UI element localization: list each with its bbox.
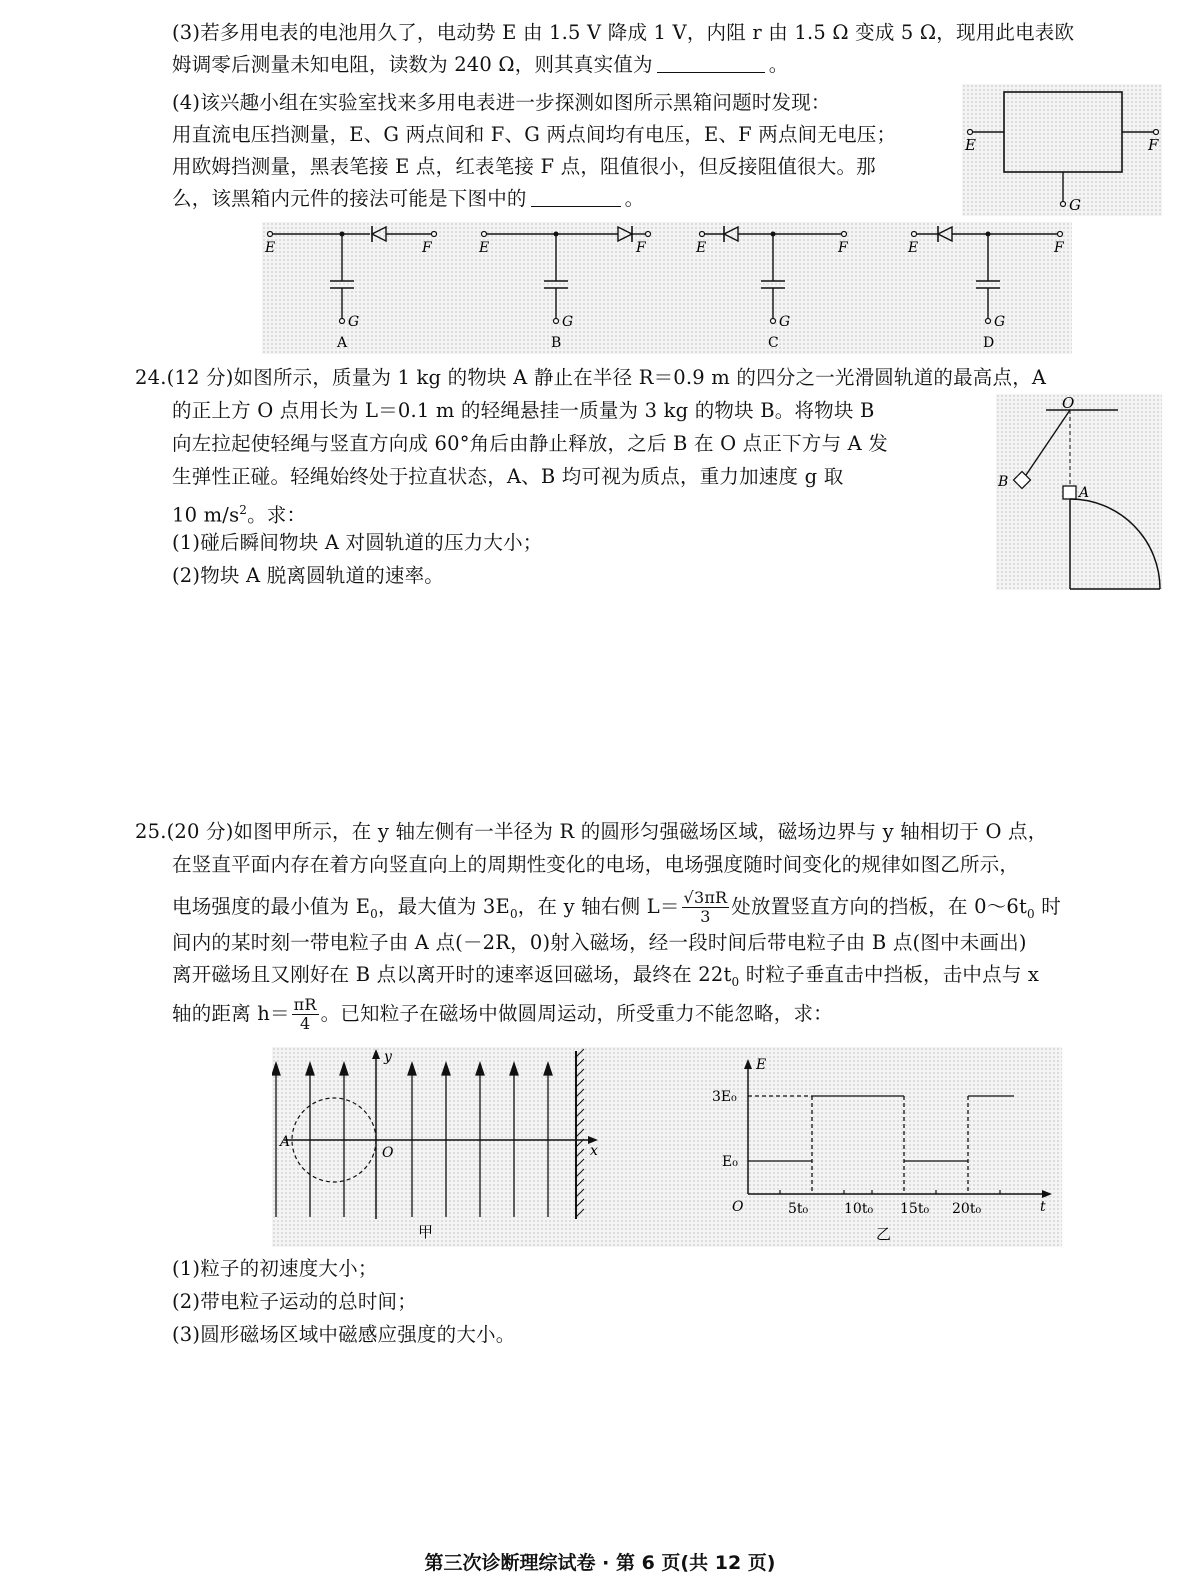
baffle-hatching: [576, 1049, 584, 1217]
label-a: A: [1079, 485, 1090, 501]
q25-sub2: (2)带电粒子运动的总时间；: [172, 1290, 417, 1313]
label-origin: O: [732, 1199, 744, 1215]
blackbox-figure: [962, 84, 1162, 216]
option-b-label-e: E: [479, 240, 490, 256]
q24-line5: 10 $m/s^2$。求：: [172, 503, 307, 527]
label-3e0: 3E₀: [712, 1089, 737, 1105]
label-x: x: [590, 1143, 598, 1159]
block-b: [1014, 472, 1031, 489]
answer-blank-part3[interactable]: [657, 54, 765, 73]
option-a-label-f: F: [422, 240, 432, 256]
q24-line2: 的正上方 O 点用长为 L＝0.1 m 的轻绳悬挂一质量为 3 kg 的物块 B。将物块 B: [172, 399, 875, 422]
q24-figure: [996, 394, 1162, 590]
q24-diagram: [996, 394, 1162, 590]
label-e-axis: E: [756, 1057, 767, 1073]
rope: [1024, 410, 1070, 478]
q23-part4-line3: 用欧姆挡测量，黑表笔接 E 点，红表笔接 F 点，阻值很小，但反接阻值很大。那: [172, 155, 876, 178]
option-b-label-f: F: [636, 240, 646, 256]
caption-yi: 乙: [876, 1225, 892, 1243]
quarter-circle-track: [1070, 499, 1160, 589]
label-e: E: [965, 136, 976, 154]
label-o: O: [382, 1145, 394, 1161]
label-o: O: [1062, 394, 1075, 412]
fraction-L: $\frac{√3\pi R}{3}$: [683, 888, 728, 926]
option-b-label: B: [551, 335, 562, 351]
q23-part4-line1: (4)该兴趣小组在实验室找来多用电表进一步探测如图所示黑箱问题时发现：: [172, 91, 831, 114]
q24-line1: 24.(12 分)如图所示，质量为 1 kg 的物块 A 静止在半径 R＝0.9 m 的四分之一光滑圆轨道的最高点，A: [135, 366, 1047, 389]
option-c-label-e: E: [696, 240, 707, 256]
label-t-axis: t: [1040, 1199, 1046, 1215]
tick-10t0: 10t₀: [844, 1201, 874, 1217]
option-c-label-g: G: [779, 314, 791, 330]
terminal-f: [1154, 130, 1159, 135]
label-g: G: [1069, 196, 1081, 214]
label-e0: E₀: [722, 1154, 738, 1170]
label-f: F: [1148, 136, 1159, 154]
q24-line4: 生弹性正碰。轻绳始终处于拉直状态，A、B 均可视为质点，重力加速度 g 取: [172, 465, 844, 488]
q25-sub1: (1)粒子的初速度大小；: [172, 1257, 378, 1280]
q25-line4: 间内的某时刻一带电粒子由 A 点(－2R，0)射入磁场，经一段时间后带电粒子由 B 点(图中未画出): [172, 931, 1027, 954]
option-d-circuit: [907, 226, 1065, 351]
tick-5t0: 5t₀: [788, 1201, 809, 1217]
option-a-label: A: [337, 335, 348, 351]
circuit-options-diagram: [262, 222, 1072, 354]
tick-20t0: 20t₀: [952, 1201, 982, 1217]
option-c-label: C: [768, 335, 779, 351]
tick-15t0: 15t₀: [900, 1201, 930, 1217]
option-d-label-e: E: [908, 240, 919, 256]
terminal-e: [968, 130, 973, 135]
q24-sub2: (2)物块 A 脱离圆轨道的速率。: [172, 564, 445, 587]
blackbox-rect: [1004, 92, 1122, 172]
label-a: A: [280, 1134, 291, 1150]
q24-sub1: (1)碰后瞬间物块 A 对圆轨道的压力大小；: [172, 531, 543, 554]
q23-part4-line2: 用直流电压挡测量，E、G 两点间和 F、G 两点间均有电压，E、F 两点间无电压；: [172, 123, 897, 146]
q23-part3-line1: (3)若多用电表的电池用久了，电动势 E 由 1.5 V 降成 1 V，内阻 r 由 1.5 Ω 变成 5 Ω，现用此电表欧: [172, 21, 1075, 44]
option-b-label-g: G: [562, 314, 574, 330]
q25-figures: [272, 1047, 1062, 1247]
fraction-h: $\frac{\pi R}{4}$: [293, 995, 317, 1033]
figure-yi: [712, 1057, 1052, 1243]
option-a-label-g: G: [348, 314, 360, 330]
q25-line1: 25.(20 分)如图甲所示，在 y 轴左侧有一半径为 R 的圆形匀强磁场区域，磁场边界与 y 轴相切于 O 点，: [135, 820, 1048, 843]
q24-line3: 向左拉起使轻绳与竖直方向成 60°角后由静止释放，之后 B 在 O 点正下方与 A 发: [172, 432, 888, 455]
option-d-label-g: G: [994, 314, 1006, 330]
terminal-g: [1061, 202, 1066, 207]
q23-part3-line2: 姆调零后测量未知电阻，读数为 240 Ω，则其真实值为 。: [172, 53, 789, 76]
figure-jia: [272, 1049, 598, 1241]
q25-sub3: (3)圆形磁场区域中磁感应强度的大小。: [172, 1323, 516, 1346]
circuit-options-figure: [262, 222, 1072, 354]
q25-line5: 离开磁场且又刚好在 B 点以离开时的速率返回磁场，最终在 $22t_0$ 时粒子垂直击中挡板，击中点与 x: [172, 963, 1040, 989]
block-a: [1063, 486, 1076, 499]
label-y: y: [384, 1049, 392, 1065]
option-c-label-f: F: [838, 240, 848, 256]
label-b: B: [998, 474, 1009, 490]
page-footer: 第三次诊断理综试卷 · 第 6 页(共 12 页): [424, 1552, 776, 1574]
answer-blank-part4[interactable]: [531, 188, 621, 207]
q23-part4-line4: 么，该黑箱内元件的接法可能是下图中的 。: [172, 187, 645, 210]
q25-line6: 轴的距离 h＝ $\frac{\pi R}{4}$ 。已知粒子在磁场中做圆周运动，所受重力不能忽略，求：: [172, 995, 833, 1033]
q25-line3: 电场强度的最小值为 $E_0$，最大值为 $3E_0$，在 y 轴右侧 L＝ $\frac{√3\pi R}{3}$ 处放置竖直方向的挡板，在 $0\sim 6t_0$ 时: [172, 888, 1061, 926]
q25-line2: 在竖直平面内存在着方向竖直向上的周期性变化的电场，电场强度随时间变化的规律如图乙所示，: [172, 853, 1020, 876]
option-b-circuit: [478, 226, 651, 351]
caption-jia: 甲: [418, 1223, 434, 1241]
option-c-circuit: [695, 226, 849, 351]
blackbox-diagram: [962, 84, 1162, 216]
option-a-circuit: [264, 226, 437, 351]
option-d-label-f: F: [1054, 240, 1064, 256]
option-d-label: D: [983, 335, 995, 351]
option-a-label-e: E: [265, 240, 276, 256]
q25-diagram: [272, 1047, 1062, 1247]
